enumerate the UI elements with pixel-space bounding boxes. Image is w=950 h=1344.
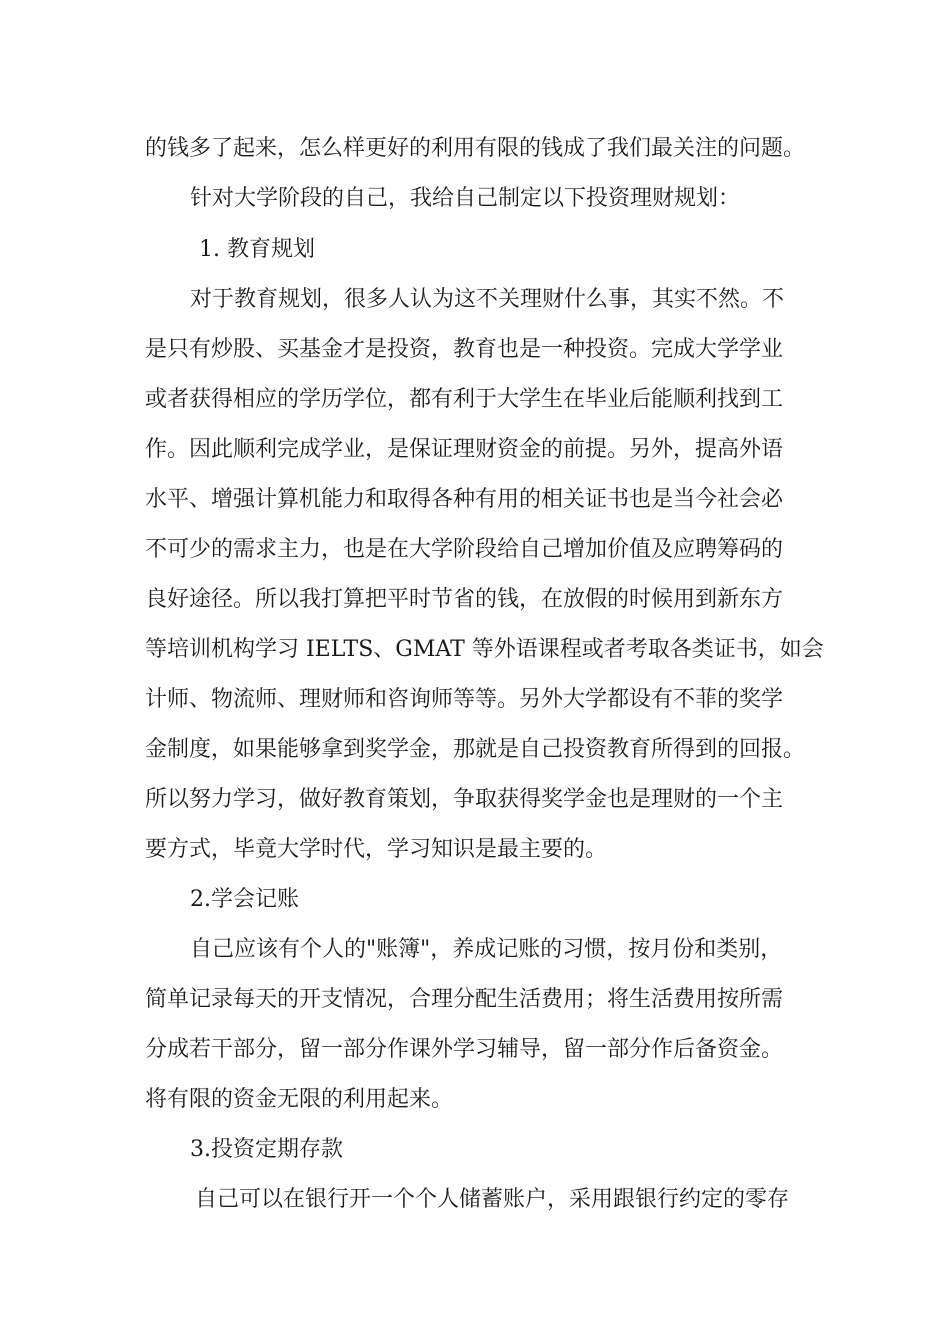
body-text-line: 或者获得相应的学历学位，都有利于大学生在毕业后能顺利找到工 [145,387,784,412]
body-text-line: 将有限的资金无限的利用起来。 [145,1087,454,1112]
body-text-line: 作。因此顺利完成学业，是保证理财资金的前提。另外，提高外语 [145,437,784,462]
body-text-line: 所以努力学习，做好教育策划，争取获得奖学金也是理财的一个主 [145,787,784,812]
body-text-line: 良好途径。所以我打算把平时节省的钱，在放假的时候用到新东方 [145,587,784,612]
body-text-line: 金制度，如果能够拿到奖学金，那就是自己投资教育所得到的回报。 [145,737,806,762]
body-text-line: 水平、增强计算机能力和取得各种有用的相关证书也是当今社会必 [145,487,784,512]
body-text-line: 是只有炒股、买基金才是投资，教育也是一种投资。完成大学学业 [145,337,784,362]
section-heading-deposit: 3.投资定期存款 [190,1137,343,1162]
section-heading-bookkeeping: 2.学会记账 [190,887,299,912]
body-text-line: 分成若干部分，留一部分作课外学习辅导，留一部分作后备资金。 [145,1037,784,1062]
body-text-line: 自己可以在银行开一个个人储蓄账户，采用跟银行约定的零存 [195,1187,790,1212]
body-text-line: 计师、物流师、理财师和咨询师等等。另外大学都设有不菲的奖学 [145,687,784,712]
body-text-line: 的钱多了起来，怎么样更好的利用有限的钱成了我们最关注的问题。 [145,136,806,161]
body-text-line: 对于教育规划，很多人认为这不关理财什么事，其实不然。不 [190,287,785,312]
body-text-line: 简单记录每天的开支情况，合理分配生活费用；将生活费用按所需 [145,987,784,1012]
section-heading-education: 1. 教育规划 [199,237,315,262]
body-text-line: 针对大学阶段的自己，我给自己制定以下投资理财规划： [190,186,741,211]
body-text-line: 自己应该有个人的"账簿"，养成记账的习惯，按月份和类别， [190,937,783,962]
body-text-line: 要方式，毕竟大学时代，学习知识是最主要的。 [145,837,608,862]
body-text-line: 不可少的需求主力，也是在大学阶段给自己增加价值及应聘筹码的 [145,537,784,562]
body-text-line: 等培训机构学习 IELTS、GMAT 等外语课程或者考取各类证书，如会 [145,637,824,662]
